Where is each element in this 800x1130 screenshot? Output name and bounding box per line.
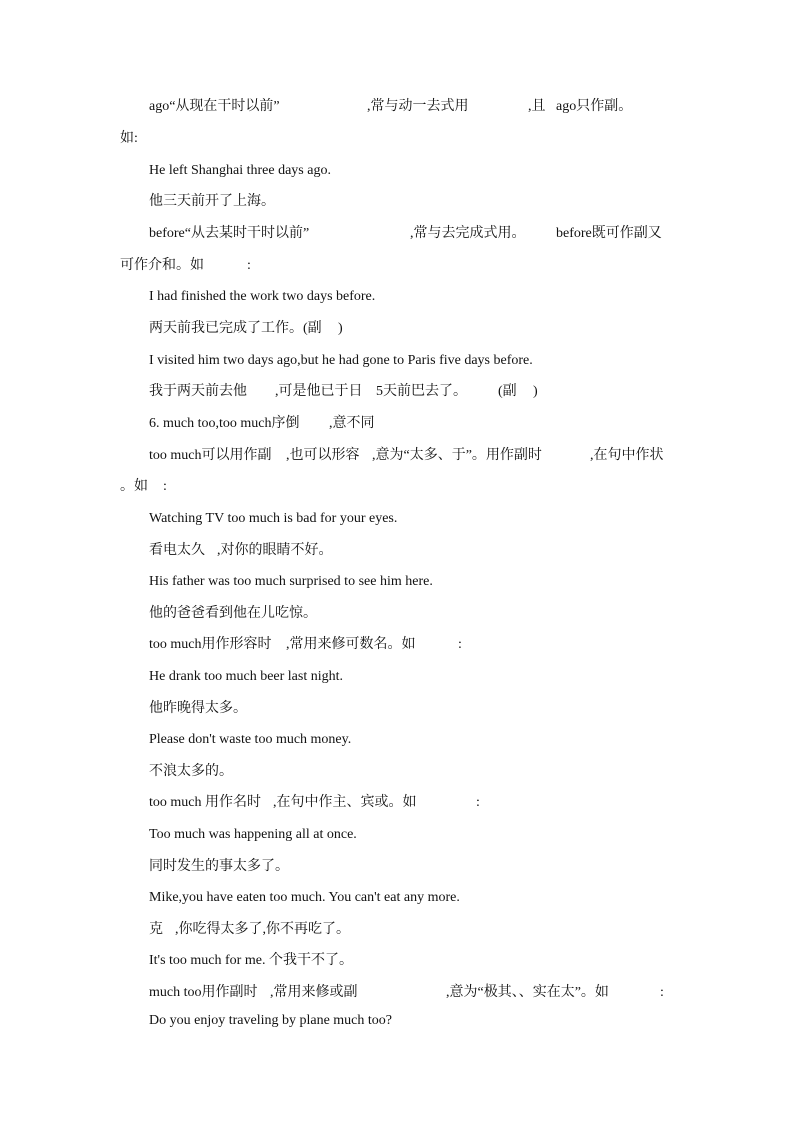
text-segment: before既可作副又 <box>556 226 662 241</box>
text-segment: : <box>660 985 664 1000</box>
text-line: He left Shanghai three days ago. <box>149 163 331 178</box>
text-segment: ago“从现在干时以前” <box>149 99 280 114</box>
text-segment: ,在句中作主、宾或。如 <box>273 795 417 810</box>
text-segment: ago只作副。 <box>556 99 633 114</box>
text-segment: too much可以用作副 <box>149 448 272 463</box>
text-segment: ,意不同 <box>329 416 375 431</box>
text-line: 如: <box>120 131 138 146</box>
text-segment: ,常用来修可数名。如 <box>286 637 416 652</box>
text-segment: 我于两天前去他 <box>149 384 247 399</box>
text-segment: 两天前我已完成了工作。(副 <box>149 321 322 336</box>
text-line: Too much was happening all at once. <box>149 827 357 842</box>
text-segment: 6. much too,too much序倒 <box>149 416 300 431</box>
text-segment: before“从去某时干时以前” <box>149 226 310 241</box>
text-line: 不浪太多的。 <box>149 764 233 779</box>
text-line: 他昨晚得太多。 <box>149 701 247 716</box>
text-segment: : <box>163 479 167 494</box>
text-segment: ) <box>338 321 343 336</box>
text-line: He drank too much beer last night. <box>149 669 344 684</box>
text-line: Watching TV too much is bad for your eyes. <box>149 511 398 526</box>
text-segment: ,意为“太多、于”。用作副时 <box>372 448 542 463</box>
text-segment: ,且 <box>528 99 546 114</box>
text-line <box>149 984 669 1092</box>
text-segment: too much 用作名时 <box>149 795 261 810</box>
text-segment: ,可是他已于日 <box>275 384 363 399</box>
text-line: I visited him two days ago,but he had gone to Paris five days before. <box>149 353 533 368</box>
text-segment: 看电太久 <box>149 543 205 558</box>
text-line: It's too much for me. 个我干不了。 <box>149 953 353 968</box>
text-segment: 5天前巴去了。 <box>376 384 467 399</box>
text-segment: much too用作副时 <box>149 985 258 1000</box>
text-line: 同时发生的事太多了。 <box>149 859 289 874</box>
text-segment: (副 <box>498 384 517 399</box>
text-segment: 克 <box>149 922 163 937</box>
text-line: Mike,you have eaten too much. You can't eat any more. <box>149 890 460 905</box>
text-segment: too much用作形容时 <box>149 637 272 652</box>
text-segment: ,常与动一去式用 <box>367 99 469 114</box>
text-line: Please don't waste too much money. <box>149 732 352 747</box>
text-segment: 可作介和。如 <box>120 258 204 273</box>
text-segment: : <box>247 258 251 273</box>
text-segment: : <box>458 637 462 652</box>
text-line: I had finished the work two days before. <box>149 289 376 304</box>
text-segment: ,你吃得太多了,你不再吃了。 <box>175 922 350 937</box>
text-segment: ,常用来修或副 <box>270 985 358 1000</box>
text-segment: ,也可以形容 <box>286 448 360 463</box>
text-line <box>149 98 669 206</box>
text-line: 他的爸爸看到他在儿吃惊。 <box>149 606 317 621</box>
text-line: 他三天前开了上海。 <box>149 194 275 209</box>
text-segment: ,意为“极其、、实在太”。如 <box>446 985 609 1000</box>
text-segment: : <box>476 795 480 810</box>
text-segment: ,在句中作状 <box>590 448 664 463</box>
text-segment: ,常与去完成式用。 <box>410 226 526 241</box>
text-line: Do you enjoy traveling by plane much too? <box>149 1013 392 1028</box>
text-segment: 。如 <box>120 479 148 494</box>
text-segment: ) <box>533 384 538 399</box>
text-segment: ,对你的眼睛不好。 <box>217 543 333 558</box>
text-line: His father was too much surprised to see him here. <box>149 574 433 589</box>
